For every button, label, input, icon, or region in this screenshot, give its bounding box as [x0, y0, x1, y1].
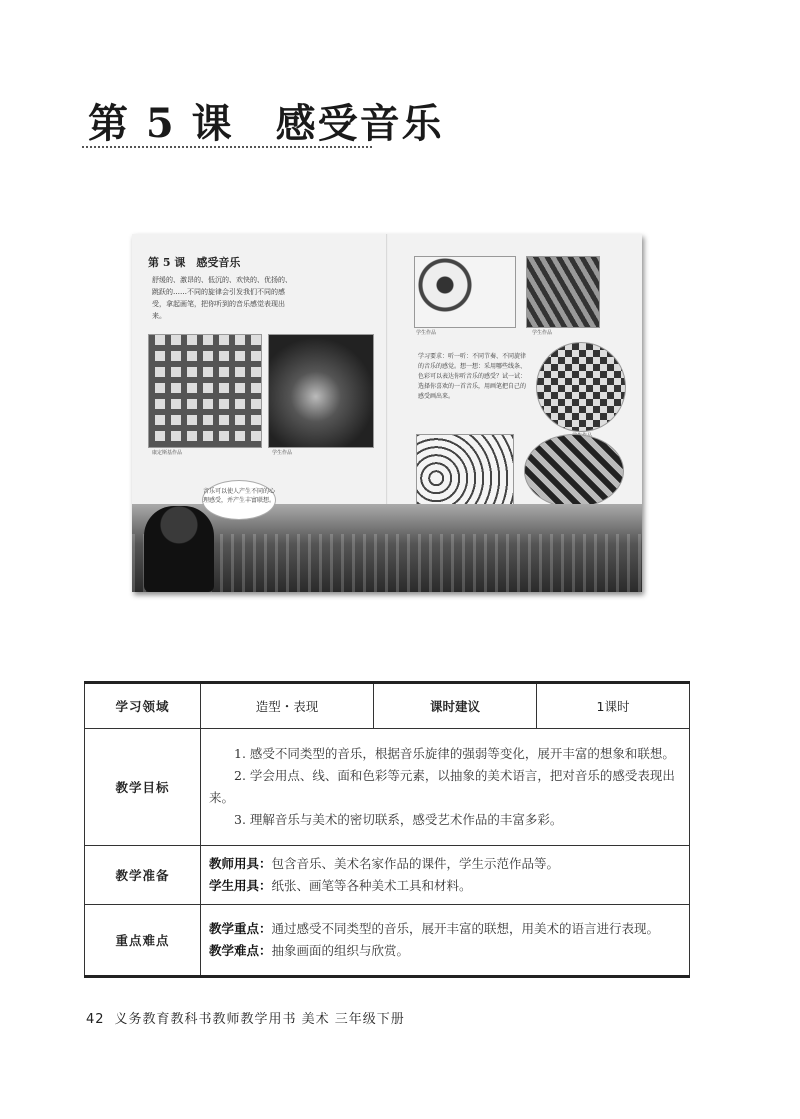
teacher-tools-text: 包含音乐、美术名家作品的课件，学生示范作品等。 [271, 856, 560, 871]
prep-cell [201, 846, 690, 905]
page-number: 42 [86, 1012, 105, 1027]
key-cell [201, 905, 690, 977]
page-footer [86, 1008, 405, 1027]
teacher-tools-line [209, 853, 681, 875]
student-tools-text: 纸张、画笔等各种美术工具和材料。 [271, 878, 472, 893]
zigzag-artwork-image [524, 434, 624, 508]
key-point-text: 通过感受不同类型的音乐，展开丰富的联想，用美术的语言进行表现。 [271, 921, 660, 936]
caption-1: 学生作品 [416, 330, 437, 336]
domain-value: 造型・表现 [201, 683, 374, 729]
book-title: 义务教育教科书教师教学用书 美术 三年级下册 [114, 1012, 405, 1027]
grid-artwork-image [148, 334, 262, 448]
key-label: 重点难点 [85, 905, 201, 977]
difficulty-line [209, 940, 681, 962]
student-tools-line [209, 875, 681, 897]
spread-title: 第 5 课 感受音乐 [148, 256, 241, 269]
prep-label: 教学准备 [85, 846, 201, 905]
goal-item: 3. 理解音乐与美术的密切联系，感受艺术作品的丰富多彩。 [234, 812, 563, 827]
speech-bubble: 音乐可以使人产生不同的心理感受，并产生丰富联想。 [202, 480, 276, 520]
lesson-info-table [84, 681, 690, 978]
difficulty-text: 抽象画面的组织与欣赏。 [271, 943, 410, 958]
hours-value: 1课时 [537, 683, 690, 729]
table-row [85, 905, 690, 977]
table-row [85, 846, 690, 905]
goal-item: 2. 学会用点、线、面和色彩等元素，以抽象的美术语言，把对音乐的感受表现出来。 [209, 768, 675, 805]
table-row [85, 729, 690, 846]
domain-label: 学习领域 [85, 683, 201, 729]
learning-requirements: 学习要求：听一听：不同节奏、不同旋律的音乐的感觉。想一想：采用哪些线条、色彩可以表达你听音乐的感受？试一试：选择你喜欢的一首音乐，用画笔把自己的感受画出来。 [418, 353, 527, 400]
abstract-artwork-image [268, 334, 374, 448]
spread-intro: 舒缓的、激昂的、低沉的、欢快的、优扬的、跳跃的……不同的旋律会引发我们不同的感受，拿起画笔，把你听到的音乐感觉表现出来。 [152, 276, 292, 320]
hours-label: 课时建议 [374, 683, 537, 729]
difficulty-label: 教学难点： [209, 943, 272, 958]
goals-label: 教学目标 [85, 729, 201, 846]
key-point-label: 教学重点： [209, 921, 272, 936]
line-artwork-image [416, 434, 514, 508]
caption-4: 康定斯基作品 [152, 450, 183, 456]
lesson-title: 第 5 课 感受音乐 [88, 100, 444, 147]
title-divider [82, 146, 372, 148]
key-point-line [209, 918, 681, 940]
caption-2: 学生作品 [532, 330, 553, 336]
checker-circle-image [536, 342, 626, 432]
goal-item: 1. 感受不同类型的音乐，根据音乐旋律的强弱等变化，展开丰富的想象和联想。 [234, 746, 675, 761]
textbook-spread-illustration [132, 234, 642, 592]
student-tools-label: 学生用具： [209, 878, 272, 893]
table-row [85, 683, 690, 729]
boy-listening-photo [144, 506, 214, 592]
goals-cell [201, 729, 690, 846]
teacher-tools-label: 教师用具： [209, 856, 272, 871]
student-work-image-1 [414, 256, 516, 328]
caption-5: 学生作品 [272, 450, 293, 456]
student-work-image-2 [526, 256, 600, 328]
